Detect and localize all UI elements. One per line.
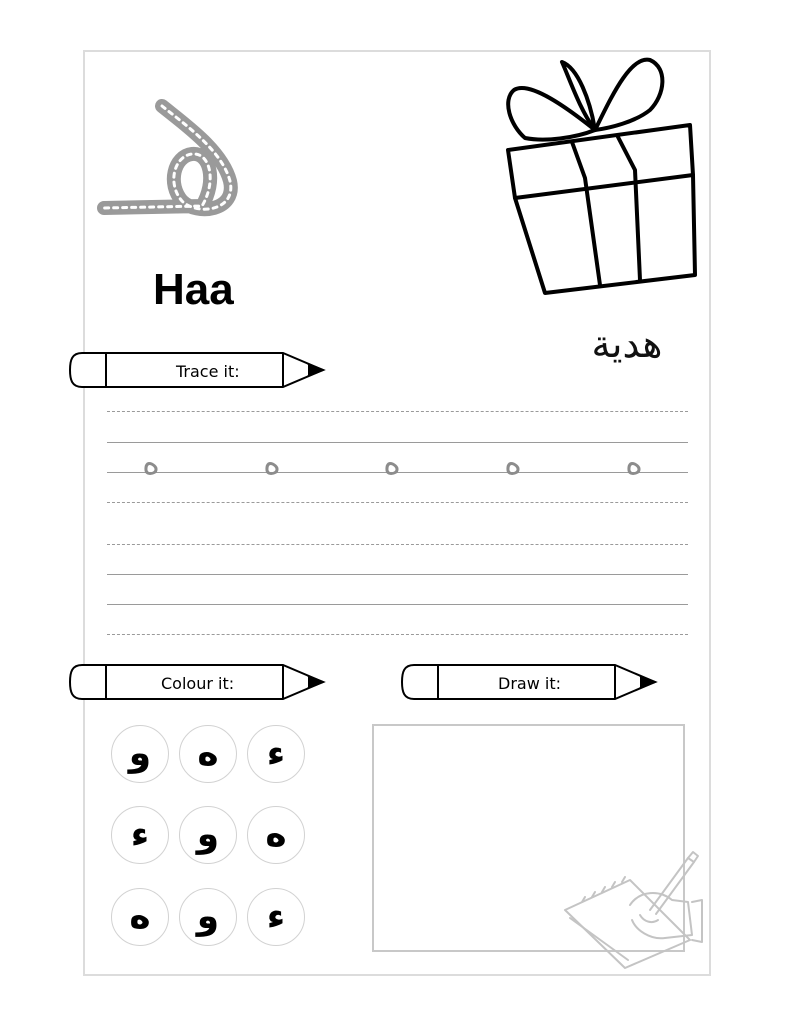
- trace-label: Trace it:: [176, 362, 240, 381]
- practice-line[interactable]: [107, 604, 688, 605]
- trace-letter[interactable]: ه: [504, 443, 522, 483]
- trace-letter[interactable]: ه: [263, 443, 281, 483]
- guide-line: [107, 502, 688, 503]
- guide-line: [107, 411, 688, 412]
- colour-pencil-banner: [68, 662, 328, 702]
- colour-bubble[interactable]: و: [179, 888, 237, 946]
- colour-bubble[interactable]: ه: [111, 888, 169, 946]
- letter-name-title: Haa: [153, 265, 234, 314]
- colour-bubble[interactable]: ه: [247, 806, 305, 864]
- practice-line[interactable]: [107, 574, 688, 575]
- colour-bubble[interactable]: و: [111, 725, 169, 783]
- colour-bubble[interactable]: ء: [111, 806, 169, 864]
- trace-letter[interactable]: ه: [383, 443, 401, 483]
- colour-bubble[interactable]: و: [179, 806, 237, 864]
- practice-line[interactable]: [107, 544, 688, 545]
- picture-word-arabic: هدية: [591, 322, 663, 366]
- trace-pencil-banner: [68, 350, 328, 390]
- gift-icon: [500, 50, 700, 300]
- notebook-writing-icon: [560, 850, 710, 970]
- colour-bubble[interactable]: ه: [179, 725, 237, 783]
- trace-letter[interactable]: ه: [142, 443, 160, 483]
- colour-bubble[interactable]: ء: [247, 725, 305, 783]
- trace-letter[interactable]: ه: [625, 443, 643, 483]
- colour-bubble[interactable]: ء: [247, 888, 305, 946]
- practice-line[interactable]: [107, 634, 688, 635]
- colour-label: Colour it:: [161, 674, 235, 693]
- dotted-letter-icon: [92, 96, 252, 226]
- draw-label: Draw it:: [498, 674, 561, 693]
- draw-pencil-banner: [400, 662, 660, 702]
